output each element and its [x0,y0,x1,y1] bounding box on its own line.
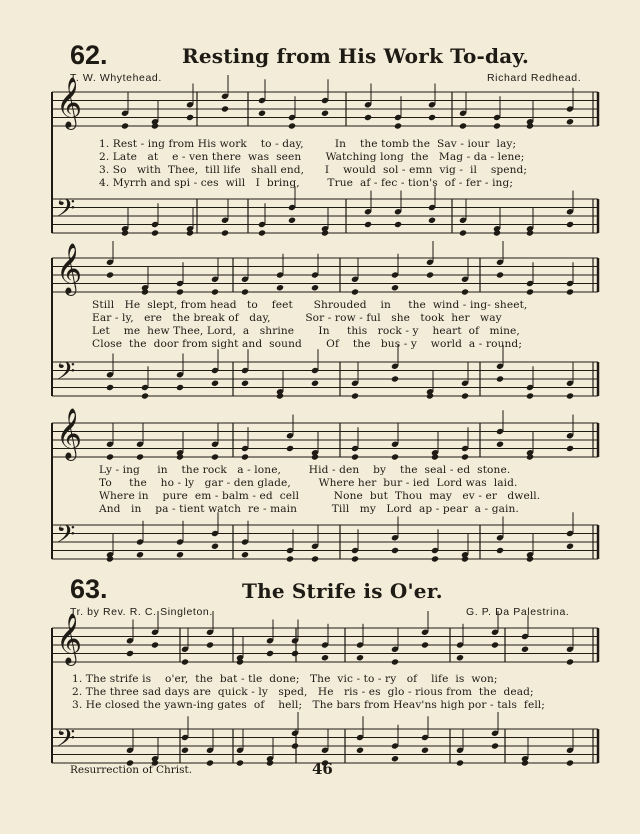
note-head [491,641,499,648]
note-head [106,453,114,460]
note-head [106,384,114,391]
note-head [276,284,284,291]
note-head [176,384,184,391]
hymn-62-verse-line: To the ho - ly gar - den glade, Where her bur - ied Lord was laid. [99,477,518,489]
bass-clef-icon: 𝄢 [56,194,76,229]
note-head [286,445,294,452]
hymn-63-verse-line: 3. He closed the yawn-ing gates of hell; The bars from Heav'ns high por - tals fell; [72,699,545,711]
section-title: Resurrection of Christ. [70,764,193,776]
note-head [426,271,434,278]
note-head [491,742,499,749]
note-head [151,641,159,648]
note-head [286,555,294,562]
note-head [566,759,574,766]
note-head [288,217,296,224]
note-head [461,453,469,460]
note-head [526,392,534,399]
note-head [311,380,319,387]
note-head [351,453,359,460]
note-head [428,217,436,224]
note-head [141,392,149,399]
note-head [496,271,504,278]
hymn-63-author: Tr. by Rev. R. C. Singleton. [70,606,213,618]
note-head [206,759,214,766]
note-head [496,547,504,554]
note-head [391,658,399,665]
note-head [461,392,469,399]
note-head [566,445,574,452]
note-head [456,654,464,661]
page-number: 46 [312,760,333,778]
note-head [364,114,372,121]
note-head [521,646,529,653]
note-head [176,288,184,295]
hymn-63-title: The Strife is O'er. [242,579,443,603]
note-head [321,654,329,661]
hymn-62-number: 62. [70,40,108,70]
hymn-63-composer: G. P. Da Palestrina. [466,606,570,618]
hymn-62-verse-line: Still He slept, from head to feet Shrouded in the wind - ing- sheet, [92,299,528,311]
note-head [241,288,249,295]
hymn-62-verse-line: Ly - ing in the rock a - lone, Hid - den by the seal - ed stone. [99,464,511,476]
note-head [566,392,574,399]
note-head [391,375,399,382]
note-head [351,288,359,295]
note-head [266,650,274,657]
note-head [288,122,296,129]
note-head [391,284,399,291]
hymn-62-verse-line: Where in pure em - balm - ed cell None but Thou may ev - er dwell. [99,490,541,502]
note-head [394,122,402,129]
note-head [394,221,402,228]
hymn-62-verse-line: 3. So with Thee, till life shall end, I would sol - emn vig - il spend; [99,164,528,176]
note-head [206,641,214,648]
note-head [258,110,266,117]
note-head [241,551,249,558]
hymn-62-title: Resting from His Work To-day. [182,44,530,68]
note-head [176,551,184,558]
note-head [241,380,249,387]
hymn-62-verse-line: 2. Late at e - ven there was seen Watching long the Mag - da - lene; [99,151,525,163]
note-head [496,375,504,382]
note-head [428,114,436,121]
bass-clef-icon: 𝄢 [56,520,76,555]
note-head [459,229,467,236]
treble-clef-icon: 𝄞 [56,243,83,294]
hymn-62-verse-line: Let me hew Thee, Lord, a shrine In this rock - y heart of mine, [92,325,520,337]
hymn-62-composer: Richard Redhead. [487,72,582,84]
hymn-62-verse-line: And in pa - tient watch re - main Till my Lord ap - pear a - gain. [99,503,519,515]
note-head [493,122,501,129]
bass-clef-icon: 𝄢 [56,724,76,759]
note-head [566,543,574,550]
hymn-62-verse-line: Ear - ly, ere the break of day, Sor - row - ful she took her way [92,312,502,324]
note-head [136,551,144,558]
note-head [291,650,299,657]
note-head [321,110,329,117]
note-head [241,453,249,460]
note-head [181,747,189,754]
hymn-62-verse-line: 4. Myrrh and spi - ces will I bring, True af - fec - tion's of - fer - ing; [99,177,514,189]
note-head [136,453,144,460]
hymn-63-number: 63. [70,574,108,604]
hymn-62-author: T. W. Whytehead. [70,72,162,84]
note-head [236,759,244,766]
hymn-62-verse-line: 1. Rest - ing from His work to - day, In the tomb the Sav - iour lay; [99,138,517,150]
note-head [211,288,219,295]
note-head [311,555,319,562]
note-head [351,555,359,562]
note-head [151,229,159,236]
note-head [356,654,364,661]
note-head [496,441,504,448]
treble-clef-icon: 𝄞 [56,77,83,128]
note-head [566,221,574,228]
note-head [391,453,399,460]
note-head [566,118,574,125]
hymn-63-verse-line: 1. The strife is o'er, the bat - tle done; The vic - to - ry of life is won; [72,673,498,685]
treble-clef-icon: 𝄞 [56,613,83,664]
bass-clef-icon: 𝄢 [56,357,76,392]
note-head [566,288,574,295]
note-head [431,555,439,562]
note-head [566,658,574,665]
note-head [258,229,266,236]
note-head [121,122,129,129]
hymn-63-verse-line: 2. The three sad days are quick - ly sped, He ris - es glo - rious from the dead; [72,686,534,698]
note-head [351,392,359,399]
note-head [126,650,134,657]
note-head [526,288,534,295]
note-head [391,755,399,762]
note-head [421,641,429,648]
note-head [459,122,467,129]
note-head [211,380,219,387]
note-head [461,288,469,295]
note-head [421,747,429,754]
note-head [456,759,464,766]
note-head [221,229,229,236]
treble-clef-icon: 𝄞 [56,408,83,459]
note-head [291,742,299,749]
note-head [186,114,194,121]
hymn-62-verse-line: Close the door from sight and sound Of the bus - y world a - round; [92,338,522,350]
note-head [181,658,189,665]
note-head [211,453,219,460]
note-head [356,747,364,754]
note-head [211,543,219,550]
note-head [221,105,229,112]
note-head [311,284,319,291]
note-head [106,271,114,278]
note-head [364,221,372,228]
note-head [391,547,399,554]
